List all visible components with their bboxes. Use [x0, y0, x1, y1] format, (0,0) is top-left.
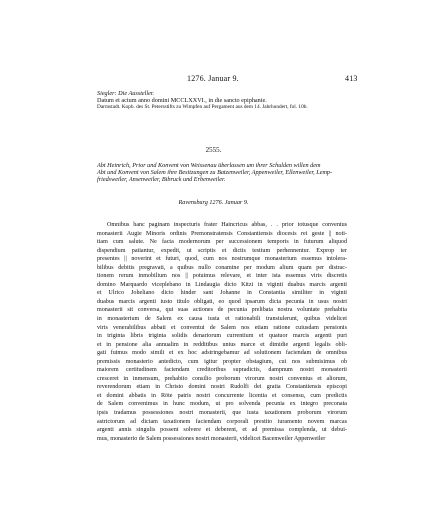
header-date: 1276. Januar 9. [187, 74, 239, 83]
text-line: reverendorum etiam in Christo domini nostri Rudolfi dei gratia Constantiensis episcopi [97, 384, 347, 391]
text-line: cresceret in inmensum, prehabito consilio proborum virorum nostri conventus et aliorum, [97, 375, 347, 382]
text-line: domino Marquardo viceplebano in Lindaugia dicto Kitzi in viginti duabus marcis argenti [97, 281, 347, 288]
text-line: argenti annis singulis possent solvere et deberent, et ad premissa complenda, ut debui- [97, 427, 347, 434]
text-line: tiam cum salute. Ne facta modernorum per successionem temporis in futurum aliquod [97, 239, 347, 246]
text-line: Omnibus hanc paginam inspecturis frater Haincricus abbas, . . prior totusque conventus [107, 222, 347, 228]
source-line: Darmstadt. Kopb. des St. Petersstifts zu Wimpfen auf Pergament aus dem 14. Jahrhundert, fol. 10b. [97, 104, 308, 110]
text-line: gati fuimus modo simili et ex hoc adstringebamur ad solutionem faciendam de omnibus [97, 350, 347, 357]
text-line: monasterii sit conversa, qui suas actiones de pecunia prelibata nostra voluntate prehabita [97, 307, 347, 314]
document-number: 2555. [205, 146, 222, 154]
dating-line: Datum et actum anno domini MCCLXXVI., in die sancto epiphanie. [97, 97, 267, 104]
summary-line: Abt Heinrich, Prior und Konvent von Weissenau überlassen um ihrer Schulden willen dem [97, 162, 321, 169]
place-date: Ravensburg 1276. Januar 9. [178, 199, 249, 206]
sealer-note [97, 90, 347, 111]
text-line: et Ulrico Joheliano dicto hinder sant Johanne in Constantia similiter in viginti [97, 290, 347, 297]
text-line: duabus marcis argenti iusto titulo obligati, eo quod ipsarum dicta pecunia in usus nostri [97, 298, 347, 305]
text-line: maiorem certitudinem faciendam creditoribus supradictis, dampnum nostri monasterii [97, 367, 347, 374]
text-line: et in pensione alia annualim in redditibus unius marce et dimidie argenti legalis obli- [97, 341, 347, 348]
text-line: de Salem convenimus in hunc modum, ut pro solvenda pecunia ex integro preconata [97, 401, 347, 408]
text-line: presentes || noverint et futuri, quod, cum nos nostrumque monasterium essemus intolera- [97, 256, 347, 263]
text-line: mus, monasterio de Salem possessiones nostri monasterii, videlicet Bacenweiler Appenweiler [97, 435, 326, 442]
text-line: tionem rerum inmobilium nos || potuimus relevare, et inter ista essemus viris discretis [97, 273, 347, 280]
text-line: in monasterium de Salem ex causa iusta et rationabili transtulerunt, quibus videlicet [97, 316, 347, 323]
page-number: 413 [345, 74, 358, 83]
regest-summary [97, 162, 347, 183]
text-line: bilibus debitis pregravati, a quibus nullo conamine per modum alium quam per distrac- [97, 264, 347, 271]
text-line: monasterii Augie Minoris ordinis Premonstratensis Constantiensis diocesis rei geste || noti- [97, 230, 347, 237]
text-line: et domini abbatis in Röte patris nostri concurrente licentia et consensu, cum predictis [97, 392, 347, 399]
text-line: dispendium patiantur, expedit, ut scriptis et dictis testium perhennentur. Exprop ter [97, 247, 347, 254]
text-line: astrictorum ad dictam taxationem faciendam corporali prestito iuramento novem marcas [97, 418, 347, 425]
text-line: viris venerabilibus abbati et conventui de Salem nos etiam ratione cuiusdam pensionis [97, 324, 347, 331]
text-line: premissis monasterio antedicto, cum igitur propter obstagium, cui nos submisimus ob [97, 358, 347, 365]
summary-line: friedsweiler, Ansenweiler, Bibruck und Erbenweiler. [97, 176, 226, 183]
sealer-line: Siegler: Die Aussteller. [97, 90, 155, 97]
charter-text [97, 221, 347, 443]
text-line: in triginta libris triginta solidis denariorum currentium et quatuor marcis argenti puri [97, 333, 347, 340]
text-line: ipsis tradamus possessiones nostri monasterii, que iusta taxationem proborum virorum [97, 410, 347, 417]
summary-line: Abt und Konvent von Salem ihre Besitzungen zu Batzenweiler, Appenweiler, Ellenweiler, Lemp- [97, 169, 333, 176]
